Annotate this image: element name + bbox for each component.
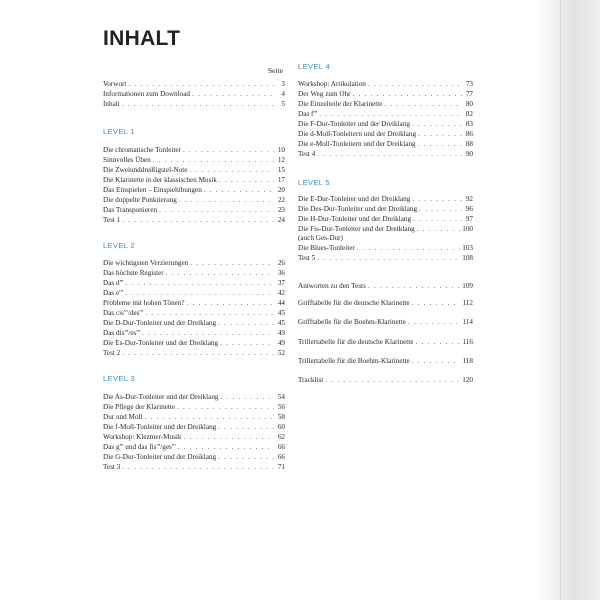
- toc-entry[interactable]: [298, 253, 473, 263]
- toc-entry-page: 20: [277, 186, 285, 194]
- toc-entry[interactable]: [103, 392, 285, 402]
- toc-leader-dots: [178, 442, 274, 452]
- toc-leader-dots: [142, 328, 274, 338]
- toc-entry[interactable]: [298, 281, 473, 291]
- toc-entry[interactable]: [103, 432, 285, 442]
- toc-entry-page: 52: [277, 349, 285, 357]
- toc-right-column: [298, 0, 473, 600]
- level-3-heading: LEVEL 3: [103, 374, 136, 383]
- toc-leader-dots: [412, 356, 461, 366]
- toc-leader-dots: [122, 348, 274, 358]
- toc-entry-page: 100: [462, 225, 473, 233]
- toc-entry-title: Das g''' und das fis'''/ges''': [103, 443, 176, 451]
- toc-entry-page: 116: [462, 338, 473, 346]
- toc-entry-title: Das höchste Register: [103, 269, 164, 277]
- level-5-heading: LEVEL 5: [298, 178, 331, 187]
- toc-entry-title: Die H-Dur-Tonleiter und der Dreiklang: [298, 215, 412, 223]
- toc-entry[interactable]: [103, 442, 285, 452]
- toc-entry[interactable]: [103, 145, 285, 155]
- toc-entry-page: 22: [277, 196, 285, 204]
- toc-entry-page: 56: [277, 403, 285, 411]
- toc-leader-dots: [179, 195, 274, 205]
- toc-entry-page: 77: [465, 90, 473, 98]
- page-title: INHALT: [103, 27, 181, 50]
- toc-entry-page: 109: [462, 282, 473, 290]
- toc-entry-title: Die Zweiunddreißigstel-Note: [103, 166, 188, 174]
- toc-entry[interactable]: [103, 185, 285, 195]
- toc-entry[interactable]: [298, 356, 473, 366]
- toc-entry-title: Die F-Dur-Tonleiter und der Dreiklang: [298, 120, 410, 128]
- toc-entry-title: Inhalt: [103, 100, 120, 108]
- toc-entry-title: Der Weg zum Ohr: [298, 90, 351, 98]
- toc-entry-page: 114: [462, 318, 473, 326]
- toc-left-column: [103, 0, 285, 600]
- toc-entry-page: 4: [281, 90, 285, 98]
- toc-entry-page: 12: [277, 156, 285, 164]
- toc-entry[interactable]: [103, 155, 285, 165]
- toc-leader-dots: [325, 375, 460, 385]
- toc-leader-dots: [416, 337, 461, 347]
- toc-entry[interactable]: [103, 89, 285, 99]
- toc-entry-page: 45: [277, 309, 285, 317]
- toc-entry[interactable]: [103, 402, 285, 412]
- toc-entry-title: Test 3: [103, 463, 121, 471]
- toc-entry[interactable]: [298, 375, 473, 385]
- toc-entry[interactable]: [298, 224, 473, 244]
- toc-entry[interactable]: [103, 258, 285, 268]
- toc-entry-title: Workshop: Artikulation: [298, 80, 366, 88]
- toc-entry-page: 97: [465, 215, 473, 223]
- toc-entry-page: 66: [277, 443, 285, 451]
- toc-entry[interactable]: [298, 317, 473, 327]
- page-fold-line: [560, 0, 561, 600]
- toc-leader-dots: [125, 278, 274, 288]
- toc-leader-dots: [368, 281, 460, 291]
- toc-entry-title: Grifftabelle für die deutsche Klarinette: [298, 299, 410, 307]
- toc-leader-dots: [153, 155, 274, 165]
- toc-entry-title: Test 4: [298, 150, 316, 158]
- toc-leader-dots: [189, 165, 274, 175]
- toc-entry-title: Die As-Dur-Tonleiter und der Dreiklang: [103, 393, 219, 401]
- toc-entry-page: 58: [277, 413, 285, 421]
- toc-leader-dots: [166, 268, 274, 278]
- toc-entry-title: Trillertabelle für die deutsche Klarinette: [298, 338, 414, 346]
- toc-entry-page: 42: [277, 289, 285, 297]
- page-gutter-shadow: [536, 0, 600, 600]
- toc-entry-title: Antworten zu den Tests: [298, 282, 366, 290]
- toc-entry-title: Das dis'''/es''': [103, 329, 141, 337]
- toc-entry-title: Die Es-Dur-Tonleiter und der Dreiklang: [103, 339, 219, 347]
- toc-leader-dots: [319, 109, 462, 119]
- toc-entry[interactable]: [103, 278, 285, 288]
- toc-leader-dots: [412, 119, 462, 129]
- toc-entry[interactable]: [298, 337, 473, 347]
- toc-entry-title: Die D-Dur-Tonleiter und der Dreiklang: [103, 319, 217, 327]
- toc-leader-dots: [220, 338, 274, 348]
- toc-leader-dots: [218, 422, 274, 432]
- toc-entry-page: 54: [277, 393, 285, 401]
- toc-entry-title: Die Blues-Tonleiter: [298, 244, 355, 252]
- toc-leader-dots: [122, 462, 274, 472]
- toc-entry-title: Die Fis-Dur-Tonleiter und der Dreiklang: [298, 225, 415, 233]
- toc-entry-page: 80: [465, 100, 473, 108]
- toc-entry-page: 37: [277, 279, 285, 287]
- toc-entry-page: 83: [465, 120, 473, 128]
- toc-leader-dots: [159, 205, 274, 215]
- toc-entry[interactable]: [103, 165, 285, 175]
- toc-entry-page: 26: [277, 259, 285, 267]
- toc-entry[interactable]: [103, 452, 285, 462]
- toc-entry-title: Die E-Dur-Tonleiter und der Dreiklang: [298, 195, 411, 203]
- toc-entry[interactable]: [103, 99, 285, 109]
- toc-leader-dots: [204, 185, 274, 195]
- toc-entry-page: 66: [277, 453, 285, 461]
- toc-leader-dots: [412, 194, 462, 204]
- toc-entry-title: Die Des-Dur-Tonleiter und der Dreiklang: [298, 205, 418, 213]
- toc-leader-dots: [177, 402, 274, 412]
- toc-entry-page: 36: [277, 269, 285, 277]
- toc-entry[interactable]: [103, 338, 285, 348]
- toc-entry-title: Tracklist: [298, 376, 324, 384]
- level-2-heading: LEVEL 2: [103, 241, 136, 250]
- toc-entry[interactable]: [298, 243, 473, 253]
- toc-entry-page: 96: [465, 205, 473, 213]
- toc-entry[interactable]: [103, 412, 285, 422]
- level-4-heading: LEVEL 4: [298, 62, 331, 71]
- toc-entry-page: 44: [277, 299, 285, 307]
- toc-leader-dots: [408, 317, 461, 327]
- toc-leader-dots: [122, 99, 274, 109]
- toc-entry-page: 23: [277, 206, 285, 214]
- toc-entry-page: 24: [277, 216, 285, 224]
- toc-leader-dots: [219, 175, 274, 185]
- toc-entry-title: Dur und Moll: [103, 413, 143, 421]
- toc-entry-page: 3: [281, 80, 285, 88]
- toc-leader-dots: [128, 79, 274, 89]
- toc-entry[interactable]: [298, 89, 473, 99]
- toc-entry-page: 10: [277, 146, 285, 154]
- toc-entry-title: Trillertabelle für die Boehm-Klarinette: [298, 357, 410, 365]
- toc-entry-page: 17: [277, 176, 285, 184]
- toc-entry[interactable]: [298, 139, 473, 149]
- toc-entry-page: 73: [465, 80, 473, 88]
- toc-leader-dots: [317, 253, 460, 263]
- toc-entry-title: Die Klarinette in der klassischen Musik: [103, 176, 217, 184]
- toc-leader-dots: [145, 412, 274, 422]
- toc-entry[interactable]: [298, 119, 473, 129]
- toc-leader-dots: [187, 298, 274, 308]
- toc-entry-page: 45: [277, 319, 285, 327]
- toc-entry-page: 62: [277, 433, 285, 441]
- toc-entry-title: Die Pflege der Klarinette: [103, 403, 176, 411]
- toc-entry-title: Die chromatische Tonleiter: [103, 146, 181, 154]
- toc-entry-title: Die Einzelteile der Klarinette: [298, 100, 383, 108]
- toc-entry-subtitle: (auch Ges-Dur): [298, 234, 343, 242]
- toc-leader-dots: [384, 99, 462, 109]
- toc-entry[interactable]: [298, 298, 473, 308]
- toc-entry[interactable]: [103, 308, 285, 318]
- level-1-heading: LEVEL 1: [103, 127, 136, 136]
- toc-entry-title: Das d''': [103, 279, 124, 287]
- toc-entry[interactable]: [298, 79, 473, 89]
- toc-entry-page: 60: [277, 423, 285, 431]
- toc-entry-title: Probleme mit hohen Tönen?: [103, 299, 185, 307]
- toc-entry[interactable]: [103, 462, 285, 472]
- toc-entry[interactable]: [298, 149, 473, 159]
- toc-entry[interactable]: [298, 194, 473, 204]
- toc-entry[interactable]: [298, 204, 473, 214]
- toc-entry-title: Test 1: [103, 216, 121, 224]
- toc-entry-title: Das Transponieren: [103, 206, 158, 214]
- toc-entry-title: Grifftabelle für die Boehm-Klarinette: [298, 318, 406, 326]
- toc-entry-page: 15: [277, 166, 285, 174]
- toc-entry-page: 112: [462, 299, 473, 307]
- toc-entry-page: 71: [277, 463, 285, 471]
- toc-leader-dots: [184, 432, 274, 442]
- toc-entry[interactable]: [103, 215, 285, 225]
- toc-leader-dots: [125, 288, 274, 298]
- toc-entry[interactable]: [103, 79, 285, 89]
- toc-entry[interactable]: [298, 99, 473, 109]
- toc-entry[interactable]: [103, 422, 285, 432]
- toc-entry[interactable]: [103, 318, 285, 328]
- toc-leader-dots: [218, 318, 274, 328]
- toc-entry-title: Das e''': [103, 289, 124, 297]
- toc-entry[interactable]: [103, 205, 285, 215]
- toc-entry-title: Workshop: Klezmer-Musik: [103, 433, 182, 441]
- toc-leader-dots: [218, 452, 274, 462]
- toc-entry-page: 49: [277, 329, 285, 337]
- toc-entry-page: 92: [465, 195, 473, 203]
- toc-entry[interactable]: [298, 214, 473, 224]
- toc-entry[interactable]: [103, 298, 285, 308]
- toc-entry-page: 49: [277, 339, 285, 347]
- toc-entry-page: 108: [462, 254, 473, 262]
- toc-leader-dots: [145, 308, 274, 318]
- toc-entry-title: Die e-Moll-Tonleitern und der Dreiklang: [298, 140, 416, 148]
- toc-entry-title: Die d-Moll-Tonleitern und der Dreiklang: [298, 130, 417, 138]
- toc-leader-dots: [317, 149, 462, 159]
- toc-entry-page: 103: [462, 244, 473, 252]
- toc-entry-title: Test 5: [298, 254, 316, 262]
- toc-leader-dots: [353, 89, 462, 99]
- toc-leader-dots: [190, 258, 274, 268]
- toc-leader-dots: [368, 79, 462, 89]
- toc-entry[interactable]: [298, 129, 473, 139]
- page-column-header: Seite: [268, 66, 283, 75]
- toc-entry-title: Die doppelte Punktierung: [103, 196, 177, 204]
- toc-leader-dots: [183, 145, 274, 155]
- toc-entry-page: 88: [465, 140, 473, 148]
- toc-entry[interactable]: [103, 288, 285, 298]
- toc-entry-page: 82: [465, 110, 473, 118]
- toc-entry-title: Informationen zum Download: [103, 90, 191, 98]
- toc-entry-title: Die G-Dur-Tonleiter und der Dreiklang: [103, 453, 217, 461]
- toc-entry-page: 120: [462, 376, 473, 384]
- toc-entry-title: Vorwort: [103, 80, 127, 88]
- toc-entry-title: Das f''': [298, 110, 318, 118]
- toc-entry[interactable]: [103, 195, 285, 205]
- toc-leader-dots: [418, 129, 462, 139]
- toc-leader-dots: [221, 392, 274, 402]
- toc-entry[interactable]: [103, 268, 285, 278]
- toc-entry-title: Sinnvolles Üben: [103, 156, 151, 164]
- toc-leader-dots: [413, 214, 462, 224]
- toc-leader-dots: [417, 224, 461, 234]
- toc-entry[interactable]: [103, 175, 285, 185]
- toc-entry-page: 118: [462, 357, 473, 365]
- toc-leader-dots: [412, 298, 461, 308]
- toc-entry-title: Das Einspielen – Einspielübungen: [103, 186, 202, 194]
- toc-leader-dots: [192, 89, 274, 99]
- toc-entry[interactable]: [103, 348, 285, 358]
- toc-leader-dots: [418, 139, 462, 149]
- toc-leader-dots: [419, 204, 462, 214]
- toc-entry-title: Die wichtigsten Verzierungen: [103, 259, 189, 267]
- toc-entry-title: Das cis'''/des''': [103, 309, 144, 317]
- toc-entry[interactable]: [103, 328, 285, 338]
- toc-entry-page: 86: [465, 130, 473, 138]
- toc-leader-dots: [357, 243, 460, 253]
- toc-entry-title: Test 2: [103, 349, 121, 357]
- toc-entry-page: 5: [281, 100, 285, 108]
- toc-entry[interactable]: [298, 109, 473, 119]
- toc-leader-dots: [122, 215, 274, 225]
- toc-entry-title: Die f-Moll-Tonleiter und der Dreiklang: [103, 423, 217, 431]
- toc-entry-page: 90: [465, 150, 473, 158]
